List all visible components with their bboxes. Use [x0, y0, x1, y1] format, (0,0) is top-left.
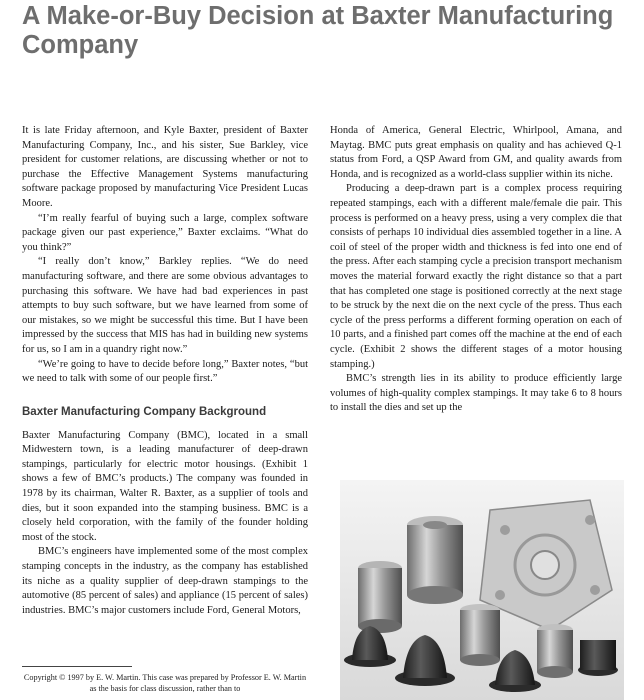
motor-housing-shape: [537, 624, 573, 678]
metal-stampings-photo: [340, 480, 624, 700]
paragraph: “I’m really fearful of buying such a large, complex software package given our past experience,” Baxter exclaims. “What do you think?”: [22, 212, 308, 253]
paragraph: Producing a deep-drawn part is a complex process requiring repeated stampings, each with a different male/female die pair. This process is performed on a heavy press, using a very complex die that consists of perhaps 10 individual dies assembled together in a line. A coil of steel of the proper width and thickness is fed into one end of the press. After each stamping cycle a precision transport mechanism moves the material forward exactly the right distance so that a part that has completed one stage is positioned correctly at the next stage to be struck by the next die on the next cycle of the press. Thus each cycle of the press performs a different forming operation on each of 10 parts, and a finished part comes off the machine at the end of each cycle. (Exhibit 2 shows the different stages of a motor housing stamping.): [330, 183, 622, 370]
paragraph: It is late Friday afternoon, and Kyle Baxter, president of Baxter Manufacturing Company, Inc., and his sister, Sue Barkley, vice president for customer relations, are discussing whether or not to purchase the Effective Management Systems manufacturing software package proposed by manufacturing Vice President Lucas Moore.: [22, 125, 308, 209]
page-title: A Make-or-Buy Decision at Baxter Manufacturing Company: [22, 2, 614, 59]
footnote: Copyright © 1997 by E. W. Martin. This case was prepared by Professor E. W. Martin as the basis for class discussion, rather than to: [23, 673, 307, 693]
dark-stamping-shape: [578, 640, 618, 676]
motor-housing-shape: [358, 561, 402, 633]
paragraph: Baxter Manufacturing Company (BMC), located in a small Midwestern town, is a leading manufacturer of deep-drawn stampings, particularly for electric motor housings. (Exhibit 1 shows a few of BMC’s products.) The company was founded in 1978 by its chairman, Walter R. Baxter, as a supplier of tools and dies, but it soon expanded into the stamping business. BMC is a closely held corporation, with the family of the founder holding most of the stock.: [22, 429, 308, 543]
paragraph: “We’re going to have to decide before long,” Baxter notes, “but we need to talk with some of our people first.”: [22, 358, 308, 385]
motor-housing-shape: [407, 516, 463, 604]
motor-housing-shape: [460, 604, 500, 666]
paragraph: “I really don’t know,” Barkley replies. “We do need manufacturing software, and there are some obvious advantages to purchasing this software. We have had bad experiences in past attempts to buy such software, but we have learned from some of our mistakes, so we might be successful this time. But I have been impressed by the success that MIS has had in building new systems for us, so I am in a quandry right now.”: [22, 256, 308, 355]
right-column: [330, 124, 622, 416]
footnote-divider: [22, 666, 132, 667]
section-heading: Baxter Manufacturing Company Background: [22, 405, 267, 418]
paragraph: BMC’s strength lies in its ability to produce efficiently large volumes of high-quality complex stampings. It may take 6 to 8 hours to install the dies and set up the: [330, 373, 622, 414]
paragraph: BMC’s engineers have implemented some of the most complex stamping concepts in the industry, as the company has established its niche as a quality supplier of deep-drawn stampings to the automotive (85 percent of sales) and appliance (15 percent of sales) industries. BMC’s major customers include Ford, General Motors,: [22, 546, 308, 616]
left-column: [22, 124, 308, 618]
paragraph: Honda of America, General Electric, Whirlpool, Amana, and Maytag. BMC puts great emphasis on quality and has achieved Q-1 status from Ford, a QSP Award from GM, and quality awards from Honda, and is recognized as a world-class supplier within its niche.: [330, 125, 622, 180]
